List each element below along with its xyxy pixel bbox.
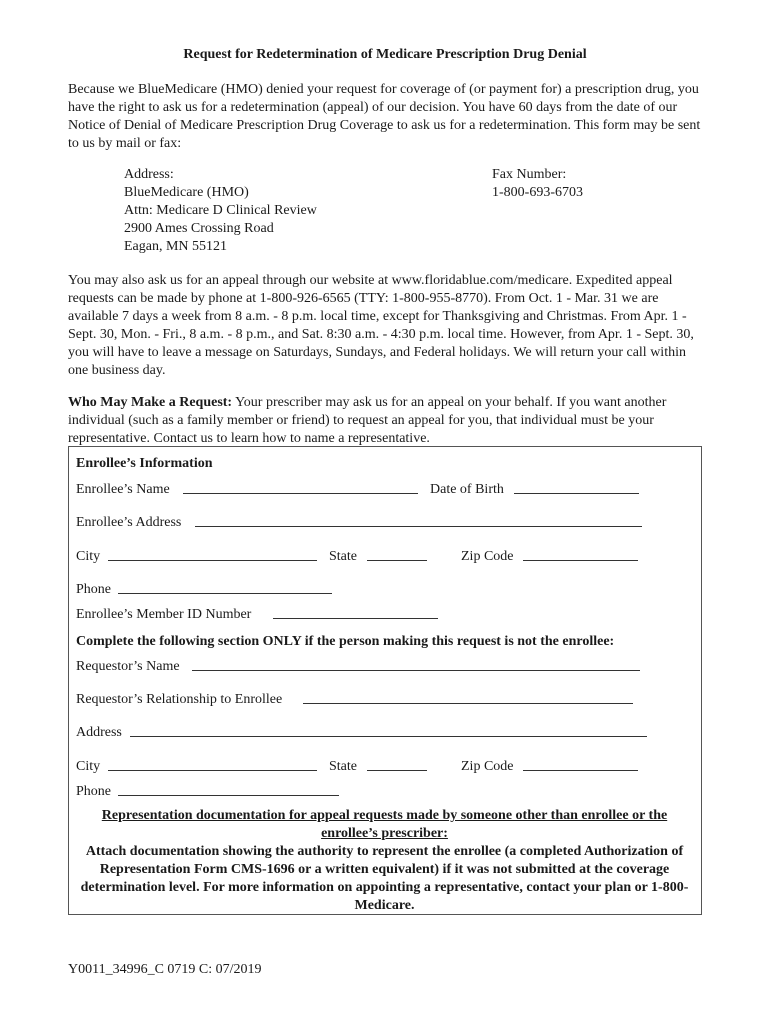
enrollee-name-label: Enrollee’s Name bbox=[76, 482, 170, 497]
representation-body: Attach documentation showing the authority to represent the enrollee (a completed Authorization of Representation Form CMS-1696 or a written equivalent) if it was not submitted at the coverage determination level. For more information on appointing a representative, contact your plan or 1-800-Medicare. bbox=[80, 844, 689, 913]
zip-label: Zip Code bbox=[461, 549, 514, 564]
fax-number: 1-800-693-6703 bbox=[492, 185, 583, 200]
zip-field[interactable] bbox=[523, 560, 638, 561]
dob-label: Date of Birth bbox=[430, 482, 504, 497]
address-line: Attn: Medicare D Clinical Review bbox=[124, 203, 317, 218]
phone-label: Phone bbox=[76, 582, 111, 597]
form-code-footer: Y0011_34996_C 0719 C: 07/2019 bbox=[68, 962, 262, 977]
address-line: Eagan, MN 55121 bbox=[124, 239, 228, 254]
who-text: Your prescriber may ask us for an appeal on your behalf. If you want another individual (such as a family member or friend) to request an appeal for you, that individual must be your representative. Contact us to learn how to name a representative. bbox=[68, 395, 667, 446]
requestor-zip-field[interactable] bbox=[523, 770, 638, 771]
state-field[interactable] bbox=[367, 560, 427, 561]
requestor-heading: Complete the following section ONLY if the person making this request is not the enrollee: bbox=[76, 634, 615, 649]
requestor-phone-label: Phone bbox=[76, 784, 111, 799]
representation-heading: Representation documentation for appeal requests made by someone other than enrollee or the enrollee’s prescriber: bbox=[101, 808, 668, 841]
intro-paragraph: Because we BlueMedicare (HMO) denied your request for coverage of (or payment for) a prescription drug, you have the right to ask us for a redetermination (appeal) of our decision. You have 60 days from the date of our Notice of Denial of Medicare Prescription Drug Coverage to ask us for a redetermination. This form may be sent to us by mail or fax: bbox=[68, 82, 701, 151]
phone-paragraph: You may also ask us for an appeal through our website at www.floridablue.com/medicare. Expedited appeal requests can be made by phone at 1-800-926-6565 (TTY: 1-800-955-8770). From Oct. 1 - Mar. 31 we are available 7 days a week from 8 a.m. - 8 p.m. local time, except for Thanksgiving and Christmas. From Apr. 1 - Sept. 30, Mon. - Fri., 8 a.m. - 8 p.m., and Sat. 8:30 a.m. - 4:30 p.m. local time. However, from Apr. 1 - Sept. 30, you will have to leave a message on Saturdays, Sundays, and Federal holidays. We will return your call within one business day. bbox=[68, 273, 694, 378]
city-label: City bbox=[76, 549, 101, 564]
address-label: Address: bbox=[124, 167, 174, 182]
dob-field[interactable] bbox=[514, 493, 639, 494]
relationship-field[interactable] bbox=[303, 703, 633, 704]
member-id-field[interactable] bbox=[273, 618, 438, 619]
fax-label: Fax Number: bbox=[492, 167, 567, 182]
address-line: BlueMedicare (HMO) bbox=[124, 185, 249, 200]
who-may-request-paragraph bbox=[68, 394, 708, 448]
enrollee-heading: Enrollee’s Information bbox=[76, 456, 213, 471]
enrollee-address-label: Enrollee’s Address bbox=[76, 515, 182, 530]
requestor-phone-field[interactable] bbox=[118, 795, 339, 796]
requestor-state-field[interactable] bbox=[367, 770, 427, 771]
member-id-label: Enrollee’s Member ID Number bbox=[76, 607, 252, 622]
address-line: 2900 Ames Crossing Road bbox=[124, 221, 274, 236]
requestor-zip-label: Zip Code bbox=[461, 759, 514, 774]
requestor-name-field[interactable] bbox=[192, 670, 640, 671]
who-heading: Who May Make a Request: bbox=[68, 395, 233, 410]
requestor-state-label: State bbox=[329, 759, 357, 774]
requestor-city-field[interactable] bbox=[108, 770, 317, 771]
mailing-address bbox=[124, 166, 317, 256]
requestor-name-label: Requestor’s Name bbox=[76, 659, 180, 674]
requestor-address-field[interactable] bbox=[130, 736, 647, 737]
fax-info bbox=[492, 166, 583, 202]
enrollee-name-field[interactable] bbox=[183, 493, 418, 494]
representation-notice bbox=[72, 807, 697, 915]
relationship-label: Requestor’s Relationship to Enrollee bbox=[76, 692, 283, 707]
requestor-city-label: City bbox=[76, 759, 101, 774]
requestor-address-label: Address bbox=[76, 725, 122, 740]
page-title: Request for Redetermination of Medicare Prescription Drug Denial bbox=[183, 47, 587, 62]
city-field[interactable] bbox=[108, 560, 317, 561]
state-label: State bbox=[329, 549, 357, 564]
phone-field[interactable] bbox=[118, 593, 332, 594]
enrollee-address-field[interactable] bbox=[195, 526, 642, 527]
